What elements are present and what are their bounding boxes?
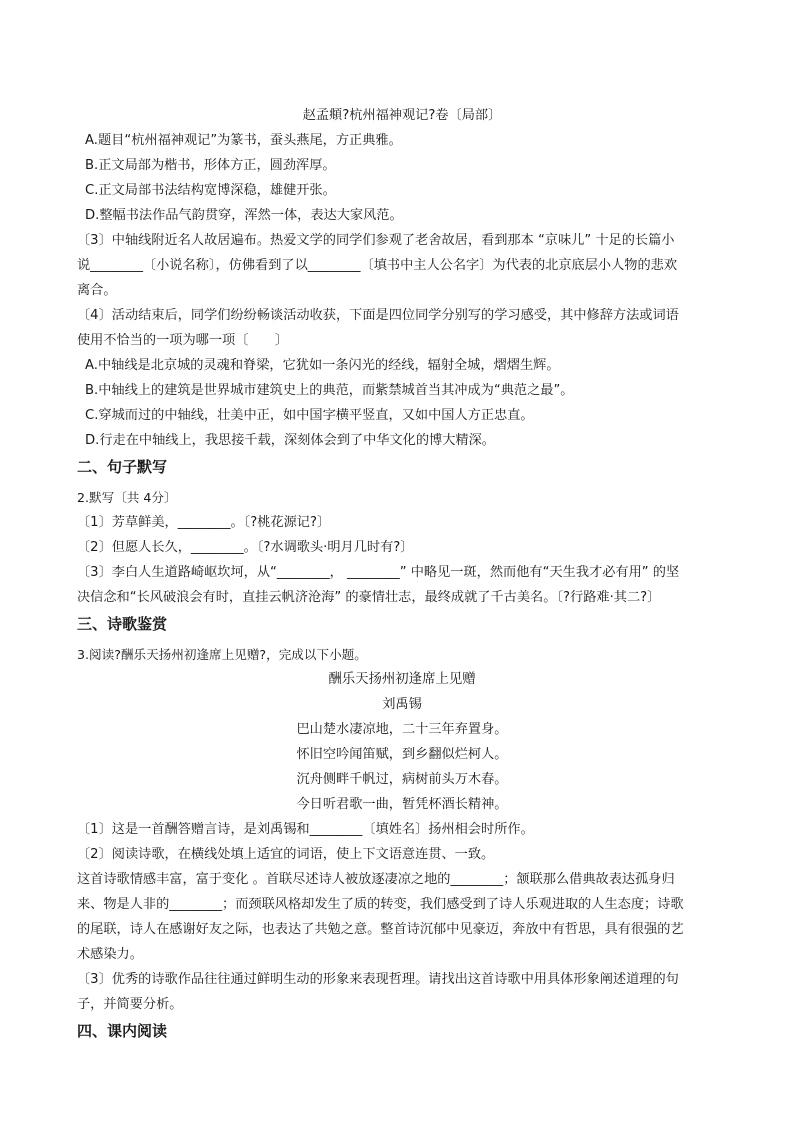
q4-option-d: D.行走在中轴线上，我思接千载，深刻体会到了中华文化的博大精深。 bbox=[85, 433, 495, 448]
q1-option-c: C.正文局部书法结构宽博深稳，雄健开张。 bbox=[85, 183, 336, 198]
q1-option-a: A.题目“杭州福神观记”为篆书，蚕头燕尾，方正典雅。 bbox=[85, 133, 402, 148]
q4-line-2: 使用不恰当的一项为哪一项〔 〕 bbox=[77, 333, 288, 348]
section-3-heading: 三、诗歌鉴赏 bbox=[77, 615, 168, 633]
q3-line-2: 说________〔小说名称〕，仿佛看到了以________〔填书中主人公名字〕为代表的北京底层小人物的悲欢 bbox=[77, 258, 678, 273]
dictation-line-3: 〔3〕李白人生道路崎岖坎坷，从“________， ________” 中略见一斑，然而他有“天生我才必有用” 的坚 bbox=[77, 565, 680, 580]
section-2-question-head: 2.默写〔共 4分〕 bbox=[77, 490, 177, 505]
q4-option-c: C.穿城而过的中轴线，壮美中正，如中国字横平竖直，又如中国人方正忠直。 bbox=[85, 408, 534, 423]
q3-line-1: 〔3〕中轴线附近名人故居遍布。热爱文学的同学们参观了老舍故居，看到那本 “京味儿” 十足的长篇小 bbox=[77, 233, 675, 248]
document-body bbox=[77, 103, 727, 1049]
poem-paragraph-line-2: 来、物是人非的________；而颈联风格却发生了质的转变，我们感受到了诗人乐观进取的人生态度；诗歌 bbox=[77, 897, 684, 912]
dictation-line-2: 〔2〕但愿人长久，________。〔?水调歌头·明月几时有?〕 bbox=[77, 540, 414, 555]
dictation-line-1: 〔1〕芳草鲜美，________。〔?桃花源记?〕 bbox=[77, 515, 331, 530]
poem-paragraph-line-1: 这首诗歌情感丰富，富于变化 。首联尽述诗人被放逐凄凉之地的________；颔联那么借典故表达孤身归 bbox=[77, 872, 675, 887]
poem-line-2: 怀旧空吟闻笛赋，到乡翻似烂柯人。 bbox=[296, 747, 508, 762]
q4-option-b: B.中轴线上的建筑是世界城市建筑史上的典范，而紫禁城首当其冲成为“典范之最”。 bbox=[85, 383, 574, 398]
q1-option-b: B.正文局部为楷书，形体方正，圆劲浑厚。 bbox=[85, 158, 336, 173]
poem-paragraph-line-3: 的尾联，诗人在感谢好友之际，也表达了共勉之意。整首诗沉郁中见豪迈，奔放中有哲思，具有很强的艺 bbox=[77, 922, 684, 937]
q3-line-3: 离合。 bbox=[77, 283, 117, 298]
q4-option-a: A.中轴线是北京城的灵魂和脊梁，它犹如一条闪光的经线，辐射全城，熠熠生辉。 bbox=[85, 358, 560, 373]
dictation-line-4: 决信念和“长风破浪会有时，直挂云帆济沧海” 的豪情壮志，最终成就了千古美名。〔?行路难·其二?〕 bbox=[77, 590, 661, 605]
poem-line-1: 巴山楚水凄凉地，二十三年弃置身。 bbox=[296, 722, 508, 737]
poem-author: 刘禹锡 bbox=[382, 697, 422, 712]
image-caption: 赵孟頫?杭州福神观记?卷〔局部〕 bbox=[302, 108, 502, 123]
poem-paragraph-line-4: 术感染力。 bbox=[77, 947, 143, 962]
poem-question-2: 〔2〕阅读诗歌，在横线处填上适宜的词语，使上下文语意连贯、一致。 bbox=[77, 847, 495, 862]
poem-question-3-line-1: 〔3〕优秀的诗歌作品往往通过鲜明生动的形象来表现哲理。请找出这首诗歌中用具体形象阐述道理的句 bbox=[77, 972, 679, 987]
q1-option-d: D.整幅书法作品气韵贯穿，浑然一体，表达大家风范。 bbox=[85, 208, 403, 223]
q4-line-1: 〔4〕活动结束后，同学们纷纷畅谈活动收获，下面是四位同学分别写的学习感受，其中修辞方法或词语 bbox=[77, 308, 679, 323]
section-4-heading: 四、课内阅读 bbox=[77, 1022, 168, 1040]
poem-line-4: 今日听君歌一曲，暂凭杯酒长精神。 bbox=[296, 797, 508, 812]
poem-line-3: 沉舟侧畔千帆过，病树前头万木春。 bbox=[296, 772, 508, 787]
poem-question-3-line-2: 子，并简要分析。 bbox=[77, 997, 183, 1012]
poem-question-1: 〔1〕这是一首酬答赠言诗，是刘禹锡和________〔填姓名〕扬州相会时所作。 bbox=[77, 822, 534, 837]
poem-title: 酬乐天扬州初逢席上见赠 bbox=[328, 672, 476, 687]
section-3-question-head: 3.阅读?酬乐天扬州初逢席上见赠?，完成以下小题。 bbox=[77, 647, 367, 662]
section-2-heading: 二、句子默写 bbox=[77, 458, 168, 476]
